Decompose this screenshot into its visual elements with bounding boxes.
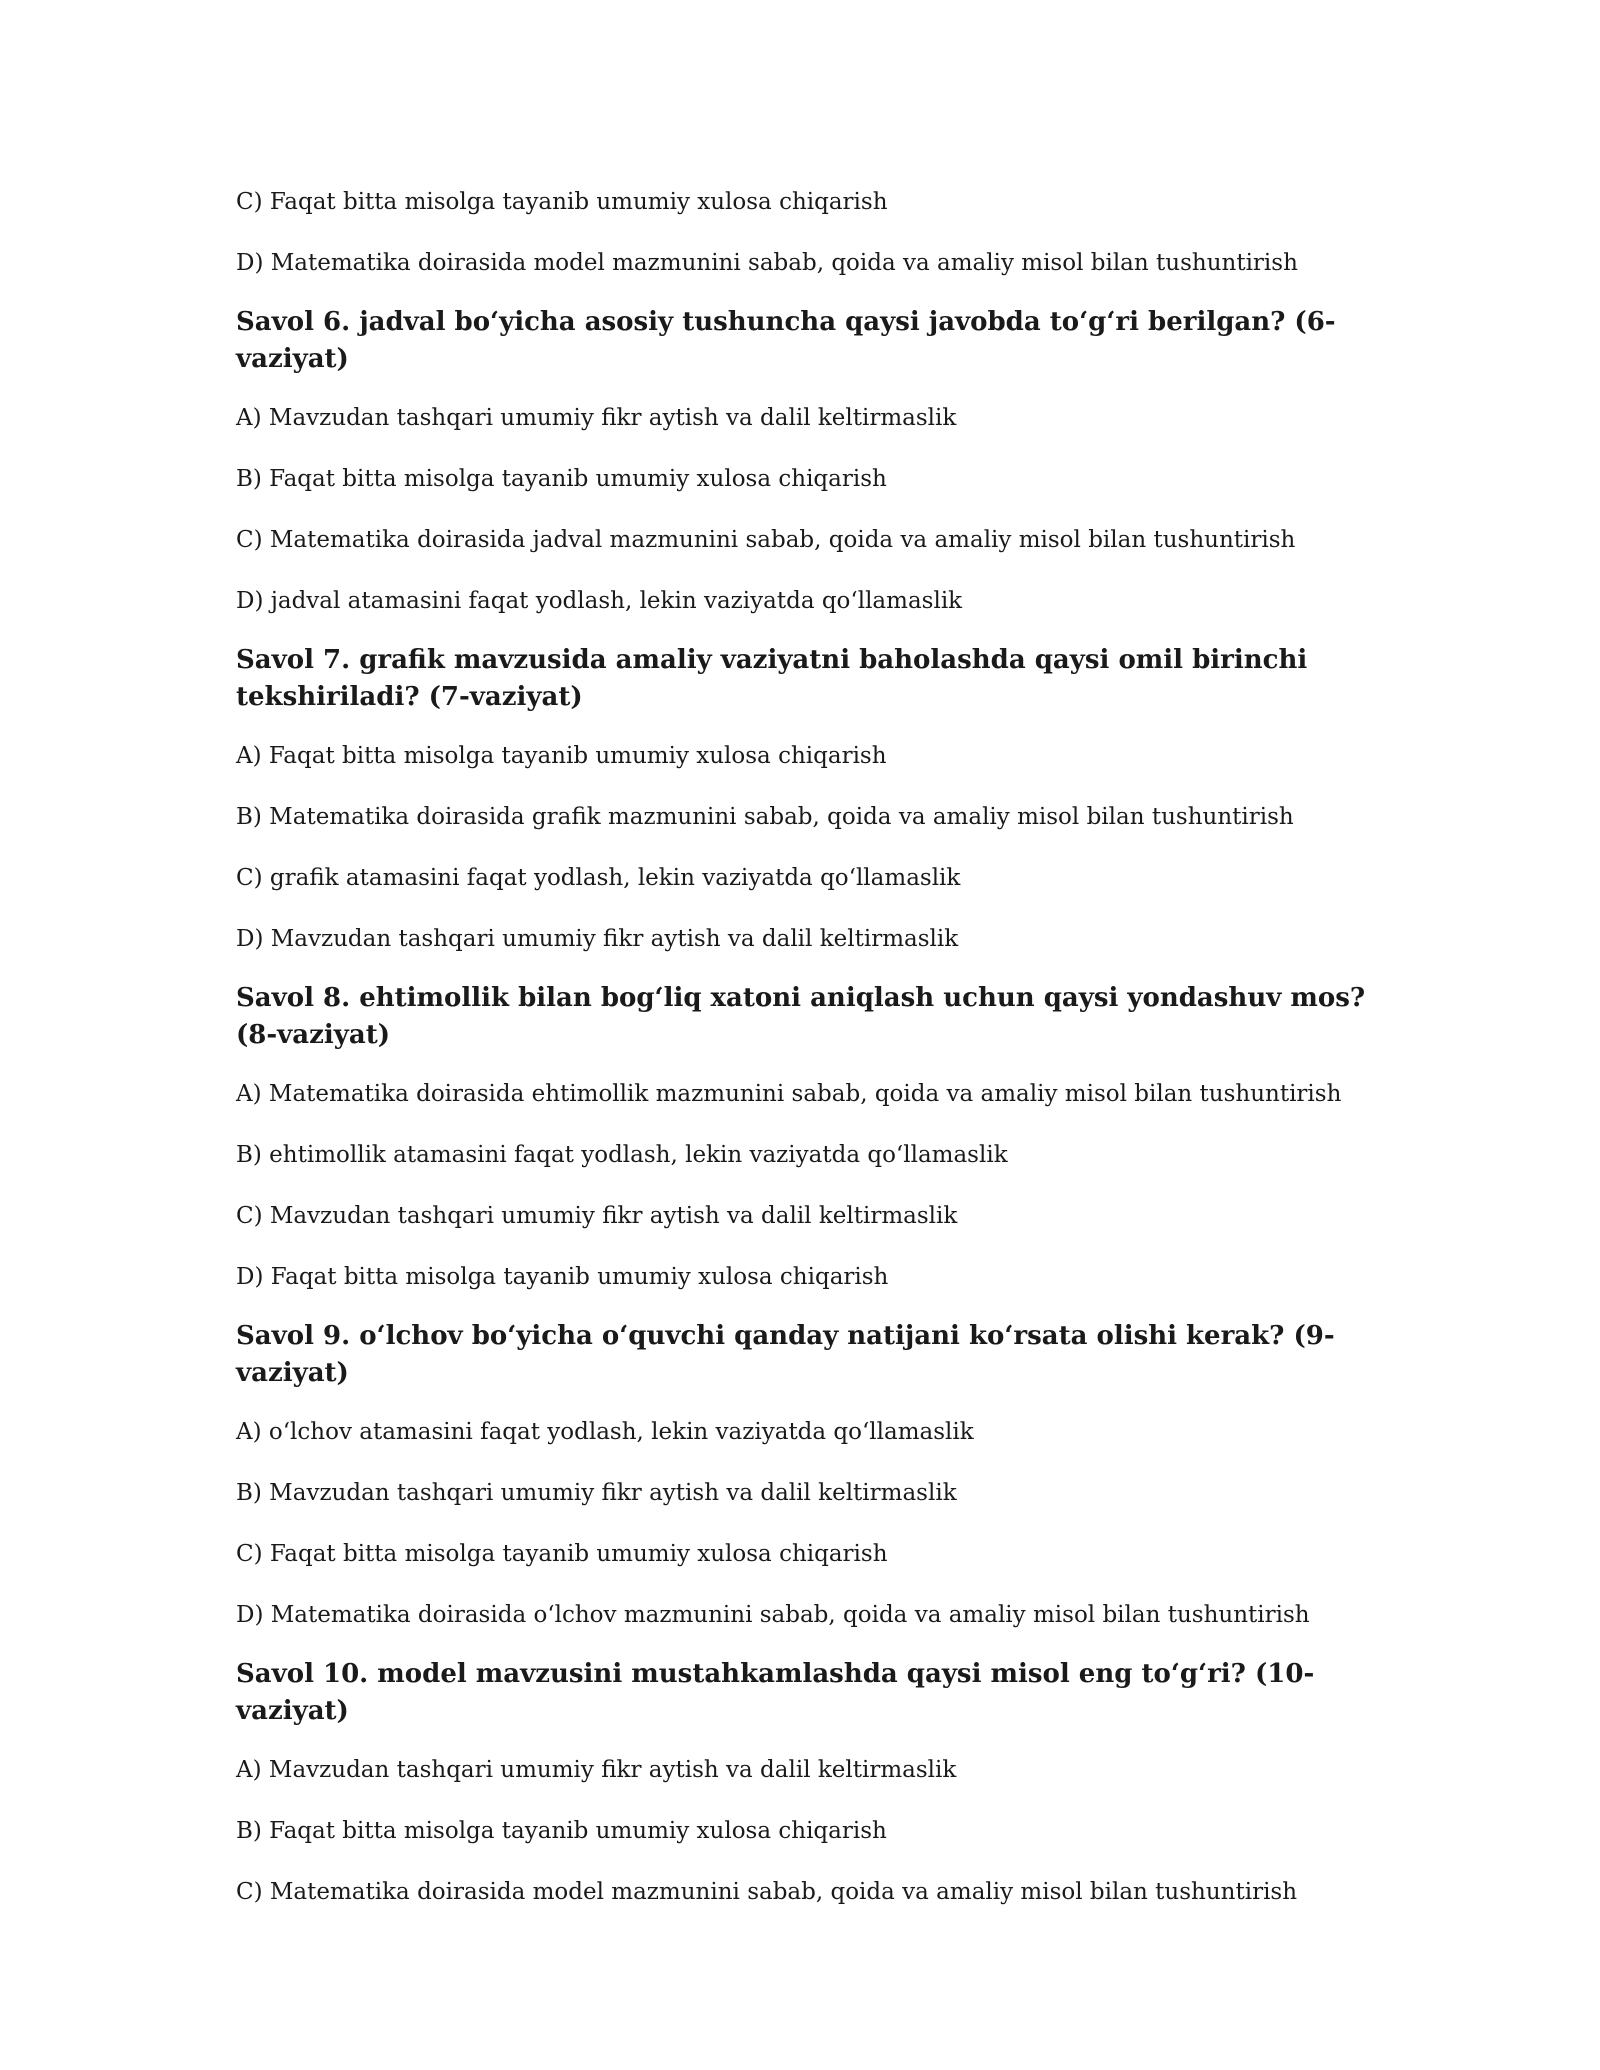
- option-a: A) Mavzudan tashqari umumiy fikr aytish va dalil keltirmaslik: [236, 1757, 957, 1783]
- option-d: D) Mavzudan tashqari umumiy fikr aytish va dalil keltirmaslik: [236, 926, 959, 952]
- option-b: B) Faqat bitta misolga tayanib umumiy xulosa chiqarish: [236, 466, 887, 492]
- document-content: [236, 186, 1376, 1937]
- question-title: Savol 8. ehtimollik bilan bog‘liq xatoni aniqlash uchun qaysi yondashuv mos? (8-vaziyat): [236, 983, 1366, 1050]
- option-c: C) Faqat bitta misolga tayanib umumiy xulosa chiqarish: [236, 1541, 888, 1567]
- question-block: [236, 304, 1376, 617]
- question-title: Savol 6. jadval bo‘yicha asosiy tushuncha qaysi javobda to‘g‘ri berilgan? (6-vaziyat): [236, 307, 1336, 374]
- option-b: B) Mavzudan tashqari umumiy fikr aytish va dalil keltirmaslik: [236, 1480, 957, 1506]
- option-c: C) Matematika doirasida jadval mazmunini sabab, qoida va amaliy misol bilan tushuntirish: [236, 527, 1296, 553]
- option-a: A) Mavzudan tashqari umumiy fikr aytish va dalil keltirmaslik: [236, 405, 957, 431]
- option-d: D) jadval atamasini faqat yodlash, lekin vaziyatda qo‘llamaslik: [236, 588, 963, 614]
- question-title: Savol 7. grafik mavzusida amaliy vaziyatni baholashda qaysi omil birinchi tekshiriladi? (7-vaziyat): [236, 645, 1308, 712]
- question-title: Savol 10. model mavzusini mustahkamlashda qaysi misol eng to‘g‘ri? (10-vaziyat): [236, 1659, 1315, 1726]
- option-d: D) Matematika doirasida model mazmunini sabab, qoida va amaliy misol bilan tushuntirish: [236, 250, 1298, 276]
- question-block: [236, 1656, 1376, 1908]
- option-d: D) Matematika doirasida o‘lchov mazmunini sabab, qoida va amaliy misol bilan tushuntirish: [236, 1602, 1310, 1628]
- option-d: D) Faqat bitta misolga tayanib umumiy xulosa chiqarish: [236, 1264, 889, 1290]
- question-block: [236, 980, 1376, 1293]
- option-b: B) Matematika doirasida grafik mazmunini sabab, qoida va amaliy misol bilan tushuntirish: [236, 804, 1294, 830]
- option-b: B) Faqat bitta misolga tayanib umumiy xulosa chiqarish: [236, 1818, 887, 1844]
- option-a: A) o‘lchov atamasini faqat yodlash, lekin vaziyatda qo‘llamaslik: [236, 1419, 974, 1445]
- question-block: [236, 1318, 1376, 1631]
- option-c: C) grafik atamasini faqat yodlash, lekin vaziyatda qo‘llamaslik: [236, 865, 961, 891]
- option-c: C) Mavzudan tashqari umumiy fikr aytish va dalil keltirmaslik: [236, 1203, 958, 1229]
- option-b: B) ehtimollik atamasini faqat yodlash, lekin vaziyatda qo‘llamaslik: [236, 1142, 1008, 1168]
- option-a: A) Faqat bitta misolga tayanib umumiy xulosa chiqarish: [236, 743, 887, 769]
- option-c: C) Matematika doirasida model mazmunini sabab, qoida va amaliy misol bilan tushuntirish: [236, 1879, 1298, 1905]
- question-block: [236, 642, 1376, 955]
- question-title: Savol 9. o‘lchov bo‘yicha o‘quvchi qanday natijani ko‘rsata olishi kerak? (9-vaziyat): [236, 1321, 1335, 1388]
- option-c: C) Faqat bitta misolga tayanib umumiy xulosa chiqarish: [236, 189, 888, 215]
- option-a: A) Matematika doirasida ehtimollik mazmunini sabab, qoida va amaliy misol bilan tushuntirish: [236, 1081, 1342, 1107]
